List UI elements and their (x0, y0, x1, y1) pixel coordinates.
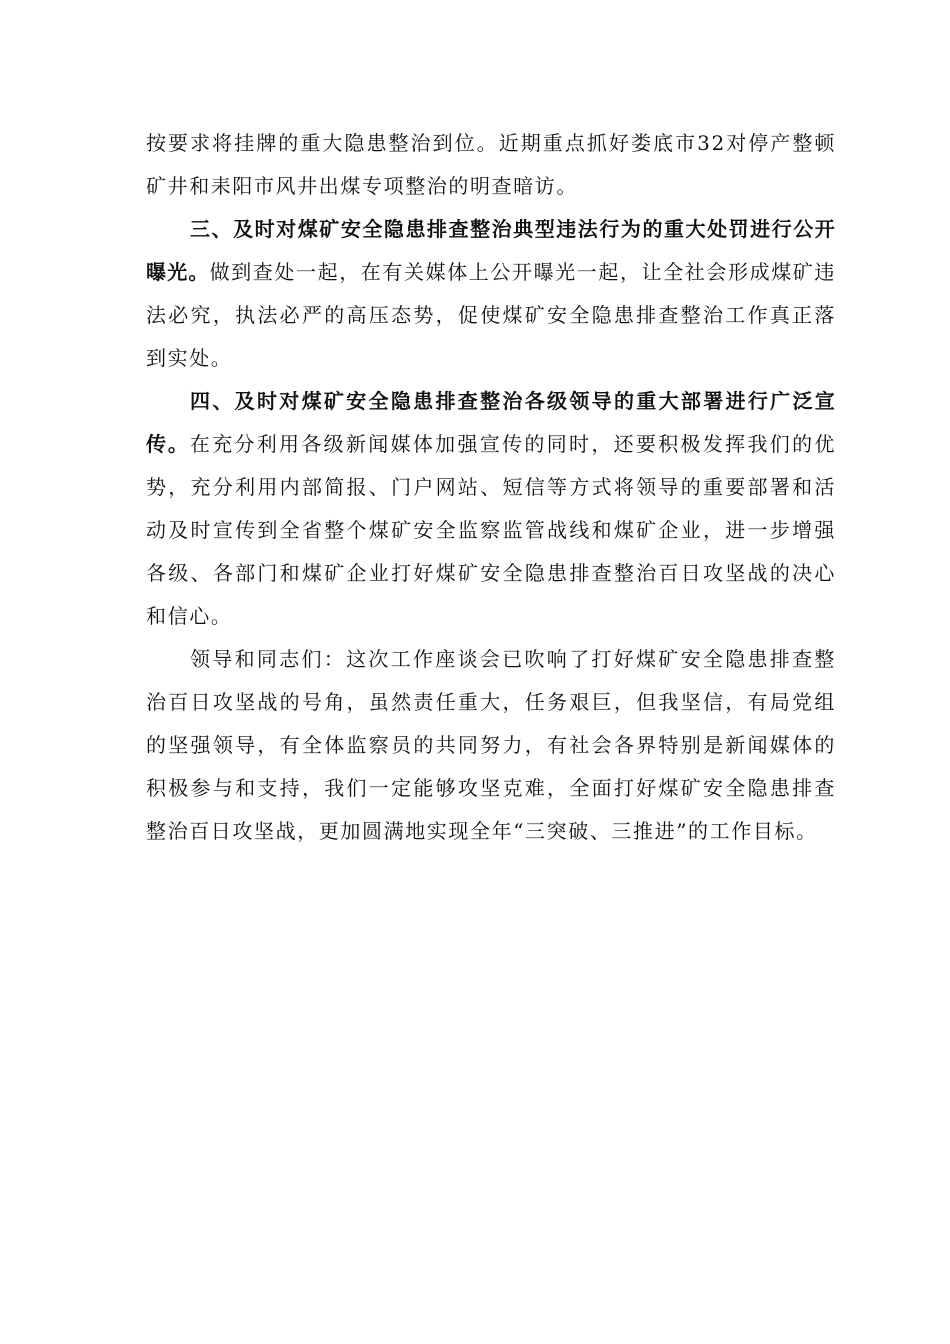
paragraph-text: 做到查处一起，在有关媒体上公开曝光一起，让全社会形成煤矿违法必究，执法必严的高压态势，促使煤矿安全隐患排查整治工作真正落到实处。 (146, 260, 837, 370)
document-body (146, 122, 836, 853)
paragraph-section-three (146, 208, 836, 380)
paragraph-text: 领导和同志们：这次工作座谈会已吹响了打好煤矿安全隐患排查整治百日攻坚战的号角，虽然责任重大，任务艰巨，但我坚信，有局党组的坚强领导，有全体监察员的共同努力，有社会各界特别是新闻媒体的积极参与和支持，我们一定能够攻坚克难，全面打好煤矿安全隐患排查整治百日攻坚战，更加圆满地实现全年“三突破、三推进”的工作目标。 (146, 647, 836, 843)
paragraph-text: 按要求将挂牌的重大隐患整治到位。近期重点抓好娄底市32对停产整顿矿井和耒阳市风井出煤专项整治的明查暗访。 (146, 131, 836, 198)
section-heading: 三、及时对煤矿安全隐患排查整治典型违法行为的重大处罚进行公开曝光。 (146, 217, 836, 284)
paragraph-closing (146, 638, 836, 853)
paragraph-continuation (146, 122, 836, 208)
section-heading: 四、及时对煤矿安全隐患排查整治各级领导的重大部署进行广泛宣传。 (146, 389, 836, 456)
paragraph-text: 在充分利用各级新闻媒体加强宣传的同时，还要积极发挥我们的优势，充分利用内部简报、门户网站、短信等方式将领导的重要部署和活动及时宣传到全省整个煤矿安全监察监管战线和煤矿企业，进一步增强各级、各部门和煤矿企业打好煤矿安全隐患排查整治百日攻坚战的决心和信心。 (146, 432, 836, 628)
paragraph-section-four (146, 380, 836, 638)
